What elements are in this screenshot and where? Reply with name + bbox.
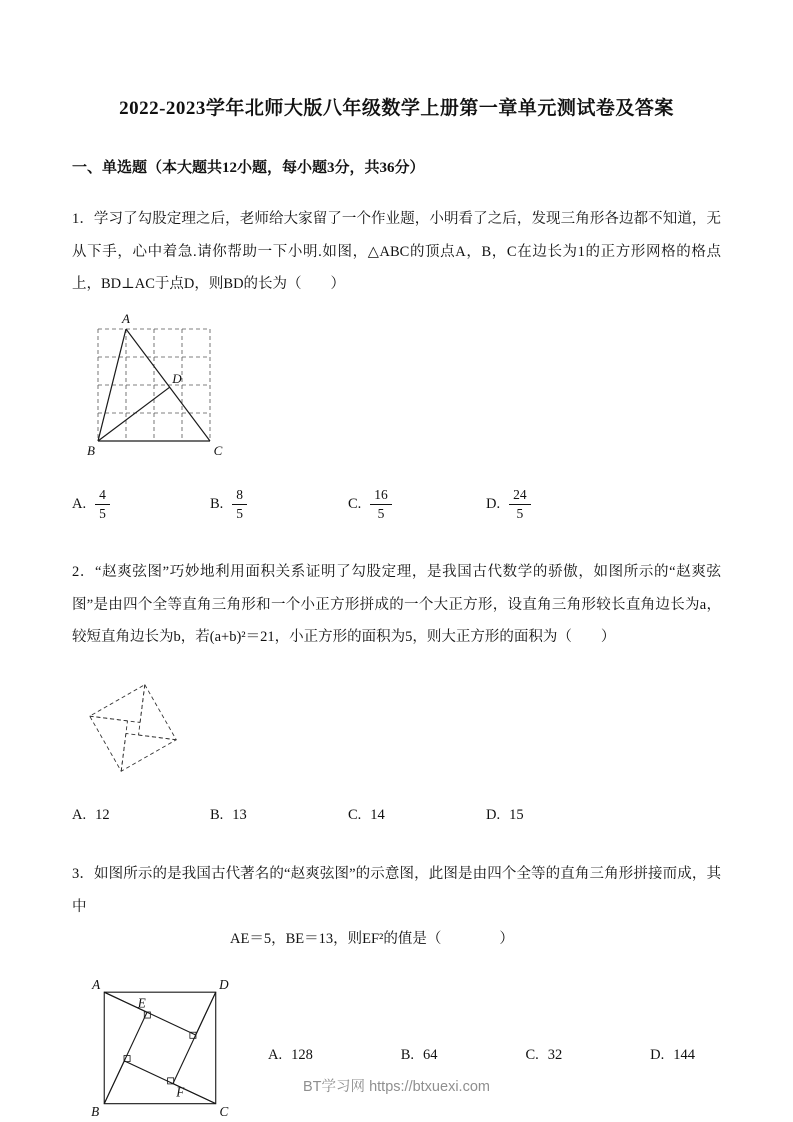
q1-option-d-label: D. [486, 495, 501, 512]
q2-option-d-label: D. [486, 806, 501, 823]
q3-point-label-A: A [92, 977, 101, 992]
q3-option-a-label: A. [268, 1046, 283, 1063]
q1-option-b [210, 486, 348, 522]
q3-option-a-value: 128 [291, 1046, 313, 1063]
q2-option-b [210, 807, 348, 824]
q3-option-b-value: 64 [423, 1046, 438, 1063]
question-2-text: 2．“赵爽弦图”巧妙地利用面积关系证明了勾股定理，是我国古代数学的骄傲，如图所示的“赵爽弦图”是由四个全等直角三角形和一个小正方形拼成的一个大正方形，设直角三角形较长直角边长为a，较短直角边长为b，若(a+b)²＝21，小正方形的面积为5，则大正方形的面积为（ ） [72, 564, 721, 646]
question-1-text: 1．学习了勾股定理之后，老师给大家留了一个作业题，小明看了之后，发现三角形各边都不知道，无从下手，心中着急.请你帮助一下小明.如图，△ABC的顶点A，B，C在边长为1的正方形网格的格点上，BD⊥AC于点D，则BD的长为（ ） [72, 211, 721, 293]
question-2-options [72, 807, 721, 824]
question-1-options [72, 486, 721, 522]
q3-point-label-D: D [219, 977, 229, 992]
q2-option-a-value: 12 [95, 806, 110, 823]
q1-option-a [72, 486, 210, 522]
q2-option-c-value: 14 [370, 806, 385, 823]
question-3-figure-options-row [72, 978, 721, 1122]
q2-option-a [72, 807, 210, 824]
q3-option-b-label: B. [400, 1046, 415, 1063]
q1-option-d-fraction [509, 486, 531, 522]
q1-option-c-fraction [370, 486, 392, 522]
q3-option-d-value: 144 [673, 1046, 695, 1063]
q3-option-d [650, 1047, 695, 1064]
q1-point-label-D: D [172, 370, 182, 386]
grid-lines [98, 329, 210, 441]
q2-option-c-label: C. [348, 806, 362, 823]
question-2-figure [74, 666, 721, 789]
q3-point-label-E: E [137, 995, 146, 1011]
q1-point-label-C: C [213, 442, 223, 458]
site-watermark-footer: BT学习网 https://btxuexi.com [303, 1079, 490, 1095]
q3-option-d-label: D. [650, 1046, 665, 1063]
q1-point-label-B: B [87, 442, 95, 458]
question-3-figure [86, 978, 236, 1122]
section-heading: 一、单选题（本大题共12小题，每小题3分，共36分） [72, 159, 425, 176]
question-3-text-line2: AE＝5，BE＝13，则EF²的值是（ ） [230, 931, 514, 948]
page-title: 2022-2023学年北师大版八年级数学上册第一章单元测试卷及答案 [119, 98, 674, 119]
q1-option-d-denominator: 5 [516, 505, 524, 521]
q1-option-c-denominator: 5 [377, 505, 385, 521]
q2-option-d [486, 807, 524, 824]
q3-option-c [525, 1047, 562, 1064]
q3-point-label-B: B [91, 1103, 100, 1119]
question-3-options [236, 1047, 721, 1064]
q2-xiantu-figure [74, 666, 192, 784]
q1-option-b-numerator: 8 [232, 486, 247, 505]
q1-option-a-denominator: 5 [99, 505, 106, 521]
q1-option-b-label: B. [210, 495, 224, 512]
q1-option-b-fraction [232, 486, 247, 522]
q3-option-c-label: C. [525, 1046, 539, 1063]
right-angle-marks [124, 1012, 196, 1084]
q2-option-c [348, 807, 486, 824]
q1-option-a-label: A. [72, 495, 87, 512]
question-1-figure [84, 311, 721, 468]
q2-option-b-label: B. [210, 806, 224, 823]
q1-option-a-numerator: 4 [95, 486, 110, 505]
q1-option-a-fraction [95, 486, 110, 522]
q3-point-label-F: F [176, 1084, 185, 1100]
q3-option-c-value: 32 [547, 1046, 563, 1063]
q1-point-label-A: A [122, 310, 130, 326]
q1-grid-triangle-figure [84, 311, 236, 463]
q3-point-label-C: C [219, 1103, 229, 1119]
q3-option-b [401, 1047, 438, 1064]
q1-option-c [348, 486, 486, 522]
q2-option-a-label: A. [72, 806, 87, 823]
q3-xiantu-square-figure [86, 978, 236, 1122]
q1-option-b-denominator: 5 [236, 505, 244, 521]
xiantu-dashed-lines [90, 685, 177, 772]
q1-option-d [486, 486, 531, 522]
q1-option-c-numerator: 16 [370, 486, 392, 505]
q3-option-a [268, 1047, 313, 1064]
q1-option-d-numerator: 24 [509, 486, 531, 505]
q2-option-b-value: 13 [232, 806, 247, 823]
question-3-text-line1: 3．如图所示的是我国古代著名的“赵爽弦图”的示意图，此图是由四个全等的直角三角形拼接而成，其中 [72, 865, 721, 915]
q2-option-d-value: 15 [509, 806, 524, 823]
q1-option-c-label: C. [348, 495, 362, 512]
